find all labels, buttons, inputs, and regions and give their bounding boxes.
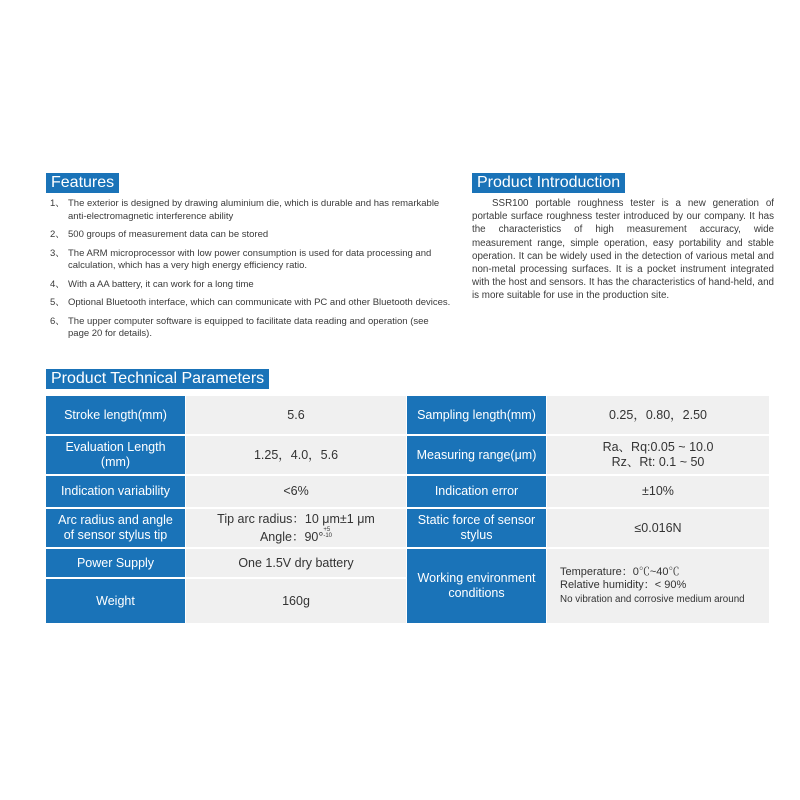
param-value: 160g — [186, 579, 406, 623]
param-label: Stroke length(mm) — [46, 396, 185, 434]
params-table — [46, 394, 769, 625]
feature-text: The exterior is designed by drawing aluminium die, which is durable and has remarkable anti-electromagnetic interference ability — [68, 198, 440, 222]
feature-number: 2、 — [50, 229, 65, 240]
feature-number: 1、 — [50, 198, 65, 209]
param-value: Ra、Rq:0.05 ~ 10.0 Rz、Rt: 0.1 ~ 50 — [547, 436, 769, 474]
params-row — [46, 549, 769, 577]
param-label: Power Supply — [46, 549, 185, 577]
feature-text: The upper computer software is equipped to facilitate data reading and operation (see page 20 for details). — [68, 315, 429, 339]
intro-heading: Product Introduction — [472, 173, 625, 193]
param-label: Sampling length(mm) — [407, 396, 546, 434]
intro-paragraph: SSR100 portable roughness tester is a new generation of portable surface roughness tester introduced by our company. It has the characteristics of high measurement accuracy, wide measurement range, simple operation, easy portability and stable operation. It can be widely used in the detection of various metal and non-metal processing surfaces. It is a pocket instrument integrated with the host and sensors. It has the characteristics of hand-held, and is more suitable for use in the production site. — [472, 198, 774, 302]
param-value: Tip arc radius：10 μm±1 μm Angle：90°$^{+5 -10}$ — [186, 509, 406, 547]
param-label: Evaluation Length (mm) — [46, 436, 185, 474]
feature-item — [46, 229, 451, 242]
param-label: Measuring range(μm) — [407, 436, 546, 474]
param-value: 1.25，4.0，5.6 — [186, 436, 406, 474]
feature-text: The ARM microprocessor with low power consumption is used for data processing and calculation, which has a very high energy efficiency ratio. — [68, 247, 432, 271]
param-value: 0.25，0.80，2.50 — [547, 396, 769, 434]
params-row — [46, 436, 769, 474]
param-value: 5.6 — [186, 396, 406, 434]
param-value: Temperature：0℃~40℃ Relative humidity：< 90% No vibration and corrosive medium around — [547, 549, 769, 623]
param-value: <6% — [186, 476, 406, 507]
params-heading: Product Technical Parameters — [46, 369, 269, 389]
feature-item — [46, 297, 451, 310]
feature-text: 500 groups of measurement data can be stored — [68, 229, 269, 240]
param-value: ≤0.016N — [547, 509, 769, 547]
feature-item — [46, 316, 451, 341]
feature-number: 5、 — [50, 297, 65, 308]
param-label: Working environment conditions — [407, 549, 546, 623]
param-label: Indication variability — [46, 476, 185, 507]
param-label: Indication error — [407, 476, 546, 507]
feature-item — [46, 279, 451, 292]
params-row — [46, 509, 769, 547]
feature-text: Optional Bluetooth interface, which can communicate with PC and other Bluetooth devices. — [68, 297, 451, 308]
param-label: Weight — [46, 579, 185, 623]
feature-text: With a AA battery, it can work for a long time — [68, 278, 254, 290]
param-label: Arc radius and angle of sensor stylus tip — [46, 509, 185, 547]
feature-number: 3、 — [50, 247, 65, 259]
feature-number: 4、 — [50, 278, 65, 290]
feature-number: 6、 — [50, 315, 65, 327]
param-value: One 1.5V dry battery — [186, 549, 406, 577]
feature-item — [46, 198, 451, 223]
params-row — [46, 476, 769, 507]
params-row — [46, 396, 769, 434]
features-list — [46, 198, 451, 347]
feature-item — [46, 248, 451, 273]
param-label: Static force of sensor stylus — [407, 509, 546, 547]
angle-tolerance: +5 -10 — [323, 526, 333, 539]
param-value: ±10% — [547, 476, 769, 507]
features-heading: Features — [46, 173, 119, 193]
